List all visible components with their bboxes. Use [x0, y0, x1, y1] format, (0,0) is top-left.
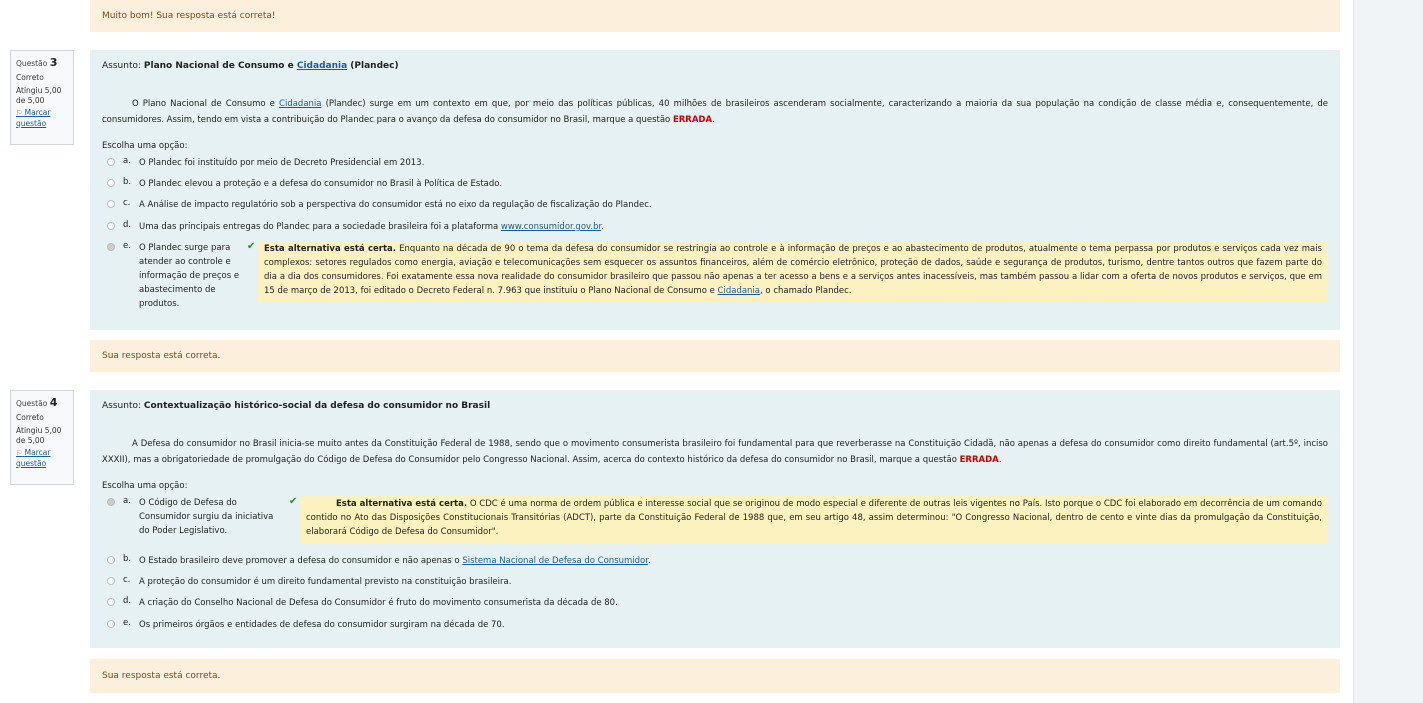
question-number: Questão 4: [16, 396, 58, 409]
option-d[interactable]: d. A criação do Conselho Nacional de Defesa do Consumidor é fruto do movimento consumerista da década de 80.: [107, 596, 618, 610]
question-number: Questão 3: [16, 56, 58, 69]
consumidor-gov-link[interactable]: www.consumidor.gov.br: [500, 222, 602, 232]
question-3-info: [10, 50, 74, 145]
sndc-link[interactable]: Sistema Nacional de Defesa do Consumidor: [462, 556, 648, 566]
feedback-text: Muito bom! Sua resposta está correta!: [102, 11, 276, 21]
previous-question-feedback: [90, 0, 1340, 32]
correct-check-icon: ✔: [247, 241, 256, 252]
option-c[interactable]: c. A proteção do consumidor é um direito fundamental previsto na constituição brasileira.: [107, 575, 511, 589]
radio-button-selected[interactable]: [107, 243, 115, 251]
right-sidebar: [1353, 0, 1423, 703]
flag-icon: ⚐: [16, 449, 23, 458]
question-3-content: [90, 50, 1340, 330]
question-4-content: [90, 390, 1340, 648]
option-b[interactable]: b. O Plandec elevou a proteção e a defesa do consumidor no Brasil à Política de Estado.: [107, 177, 502, 191]
cidadania-link[interactable]: Cidadania: [717, 286, 761, 296]
question-text: O Plano Nacional de Consumo e Cidadania (Plandec) surge em um contexto em que, por meio das políticas públicas, 40 milhões de brasileiros ascenderam socialmente, caracterizando a maioria da sua população na condição de classe média e, consequentemente, de consumidores. Assim, tendo em vista a contribuição do Plandec para o avanço da defesa do consumidor no Brasil, marque a questão ERRADA.: [102, 99, 1329, 125]
option-e[interactable]: e. Os primeiros órgãos e entidades de defesa do consumidor surgiram na década de 70.: [107, 618, 505, 632]
choose-option-prompt: Escolha uma opção:: [102, 141, 188, 151]
question-state: Correto: [16, 412, 44, 422]
answer-feedback: Esta alternativa está certa. O CDC é uma norma de ordem pública e interesse social que se originou de modo especial e diferente de outras leis vigentes no País. Isto porque o CDC foi elaborado em decorrência de um comando contido no Ato das Disposições Constitucionais Transitórias (ADCT), parte da Constituição Federal de 1988 que, em seu artigo 48, assim determinou: "O Congresso Nacional, dentro de cento e vinte dias da promulgação da Constituição, elaborará Código de Defesa do Consumidor".: [300, 496, 1328, 544]
question-grade: Atingiu 5,00 de 5,00: [16, 425, 62, 446]
question-text: A Defesa do consumidor no Brasil inicia-se muito antes da Constituição Federal de 1988, sendo que o movimento consumerista brasileiro foi fundamental para que reverberasse na Constituição Cidadã, não apenas a defesa do consumidor como direito fundamental (art.5º, inciso XXXII), mas a obrigatoriedade de promulgação do Código de Defesa do Consumidor pelo Congresso Nacional. Assim, acerca do contexto histórico da defesa do consumidor no Brasil, marque a questão ERRADA.: [102, 439, 1328, 465]
flag-question-link[interactable]: ⚐ Marcar questão: [16, 448, 51, 468]
radio-button[interactable]: [107, 222, 115, 230]
flag-icon: ⚐: [16, 109, 23, 118]
question-4-result: Sua resposta está correta.: [90, 659, 1340, 693]
option-e[interactable]: e. O Plandec surge para atender ao controle e informação de preços e abastecimento de produtos. ✔: [107, 241, 255, 311]
question-subject: Assunto: Contextualização histórico-social da defesa do consumidor no Brasil: [102, 401, 491, 411]
radio-button[interactable]: [107, 577, 115, 585]
radio-button[interactable]: [107, 598, 115, 606]
question-grade: Atingiu 5,00 de 5,00: [16, 85, 62, 106]
radio-button[interactable]: [107, 620, 115, 628]
option-a[interactable]: a. O Plandec foi instituído por meio de Decreto Presidencial em 2013.: [107, 156, 424, 170]
radio-button[interactable]: [107, 158, 115, 166]
radio-button[interactable]: [107, 200, 115, 208]
option-b[interactable]: b. O Estado brasileiro deve promover a defesa do consumidor e não apenas o Sistema Nacional de Defesa do Consumidor.: [107, 554, 651, 568]
answer-feedback: Esta alternativa está certa. Enquanto na década de 90 o tema da defesa do consumidor se restringia ao controle e à informação de preços e ao abastecimento de produtos, atualmente o tema perpassa por produtos e serviços cada vez mais complexos: setores regulados como energia, aviação e telecomunicações sem esquecer os assuntos financeiros, além de comércio eletrônico, proteção de dados, saúde e segurança de produtos, turismo, dentre tantos outros que fazem parte do dia a dia dos consumidores. Foi exatamente essa nova realidade do consumidor brasileiro que passou não apenas a ter acesso a bens e a serviços antes inacessíveis, mas também passou a lidar com a oferta de novos produtos e serviços, que em 15 de março de 2013, foi editado o Decreto Federal n. 7.963 que instituiu o Plano Nacional de Consumo e Cidadania, o chamado Plandec.: [258, 241, 1328, 301]
option-a[interactable]: a. O Código de Defesa do Consumidor surgiu da iniciativa do Poder Legislativo. ✔: [107, 496, 297, 538]
option-c[interactable]: c. A Análise de impacto regulatório sob a perspectiva do consumidor está no eixo da regulação de fiscalização do Plandec.: [107, 198, 652, 212]
correct-check-icon: ✔: [289, 496, 298, 507]
radio-button[interactable]: [107, 179, 115, 187]
question-subject: Assunto: Plano Nacional de Consumo e Cidadania (Plandec): [102, 61, 399, 71]
choose-option-prompt: Escolha uma opção:: [102, 481, 188, 491]
radio-button-selected[interactable]: [107, 498, 115, 506]
question-state: Correto: [16, 72, 44, 82]
question-4-info: [10, 390, 74, 485]
question-3-result: Sua resposta está correta.: [90, 340, 1340, 372]
radio-button[interactable]: [107, 556, 115, 564]
option-d[interactable]: d. Uma das principais entregas do Plandec para a sociedade brasileira foi a plataforma www.consumidor.gov.br.: [107, 220, 604, 234]
cidadania-link[interactable]: Cidadania: [296, 61, 348, 71]
flag-question-link[interactable]: ⚐ Marcar questão: [16, 108, 51, 128]
cidadania-link[interactable]: Cidadania: [279, 99, 322, 109]
